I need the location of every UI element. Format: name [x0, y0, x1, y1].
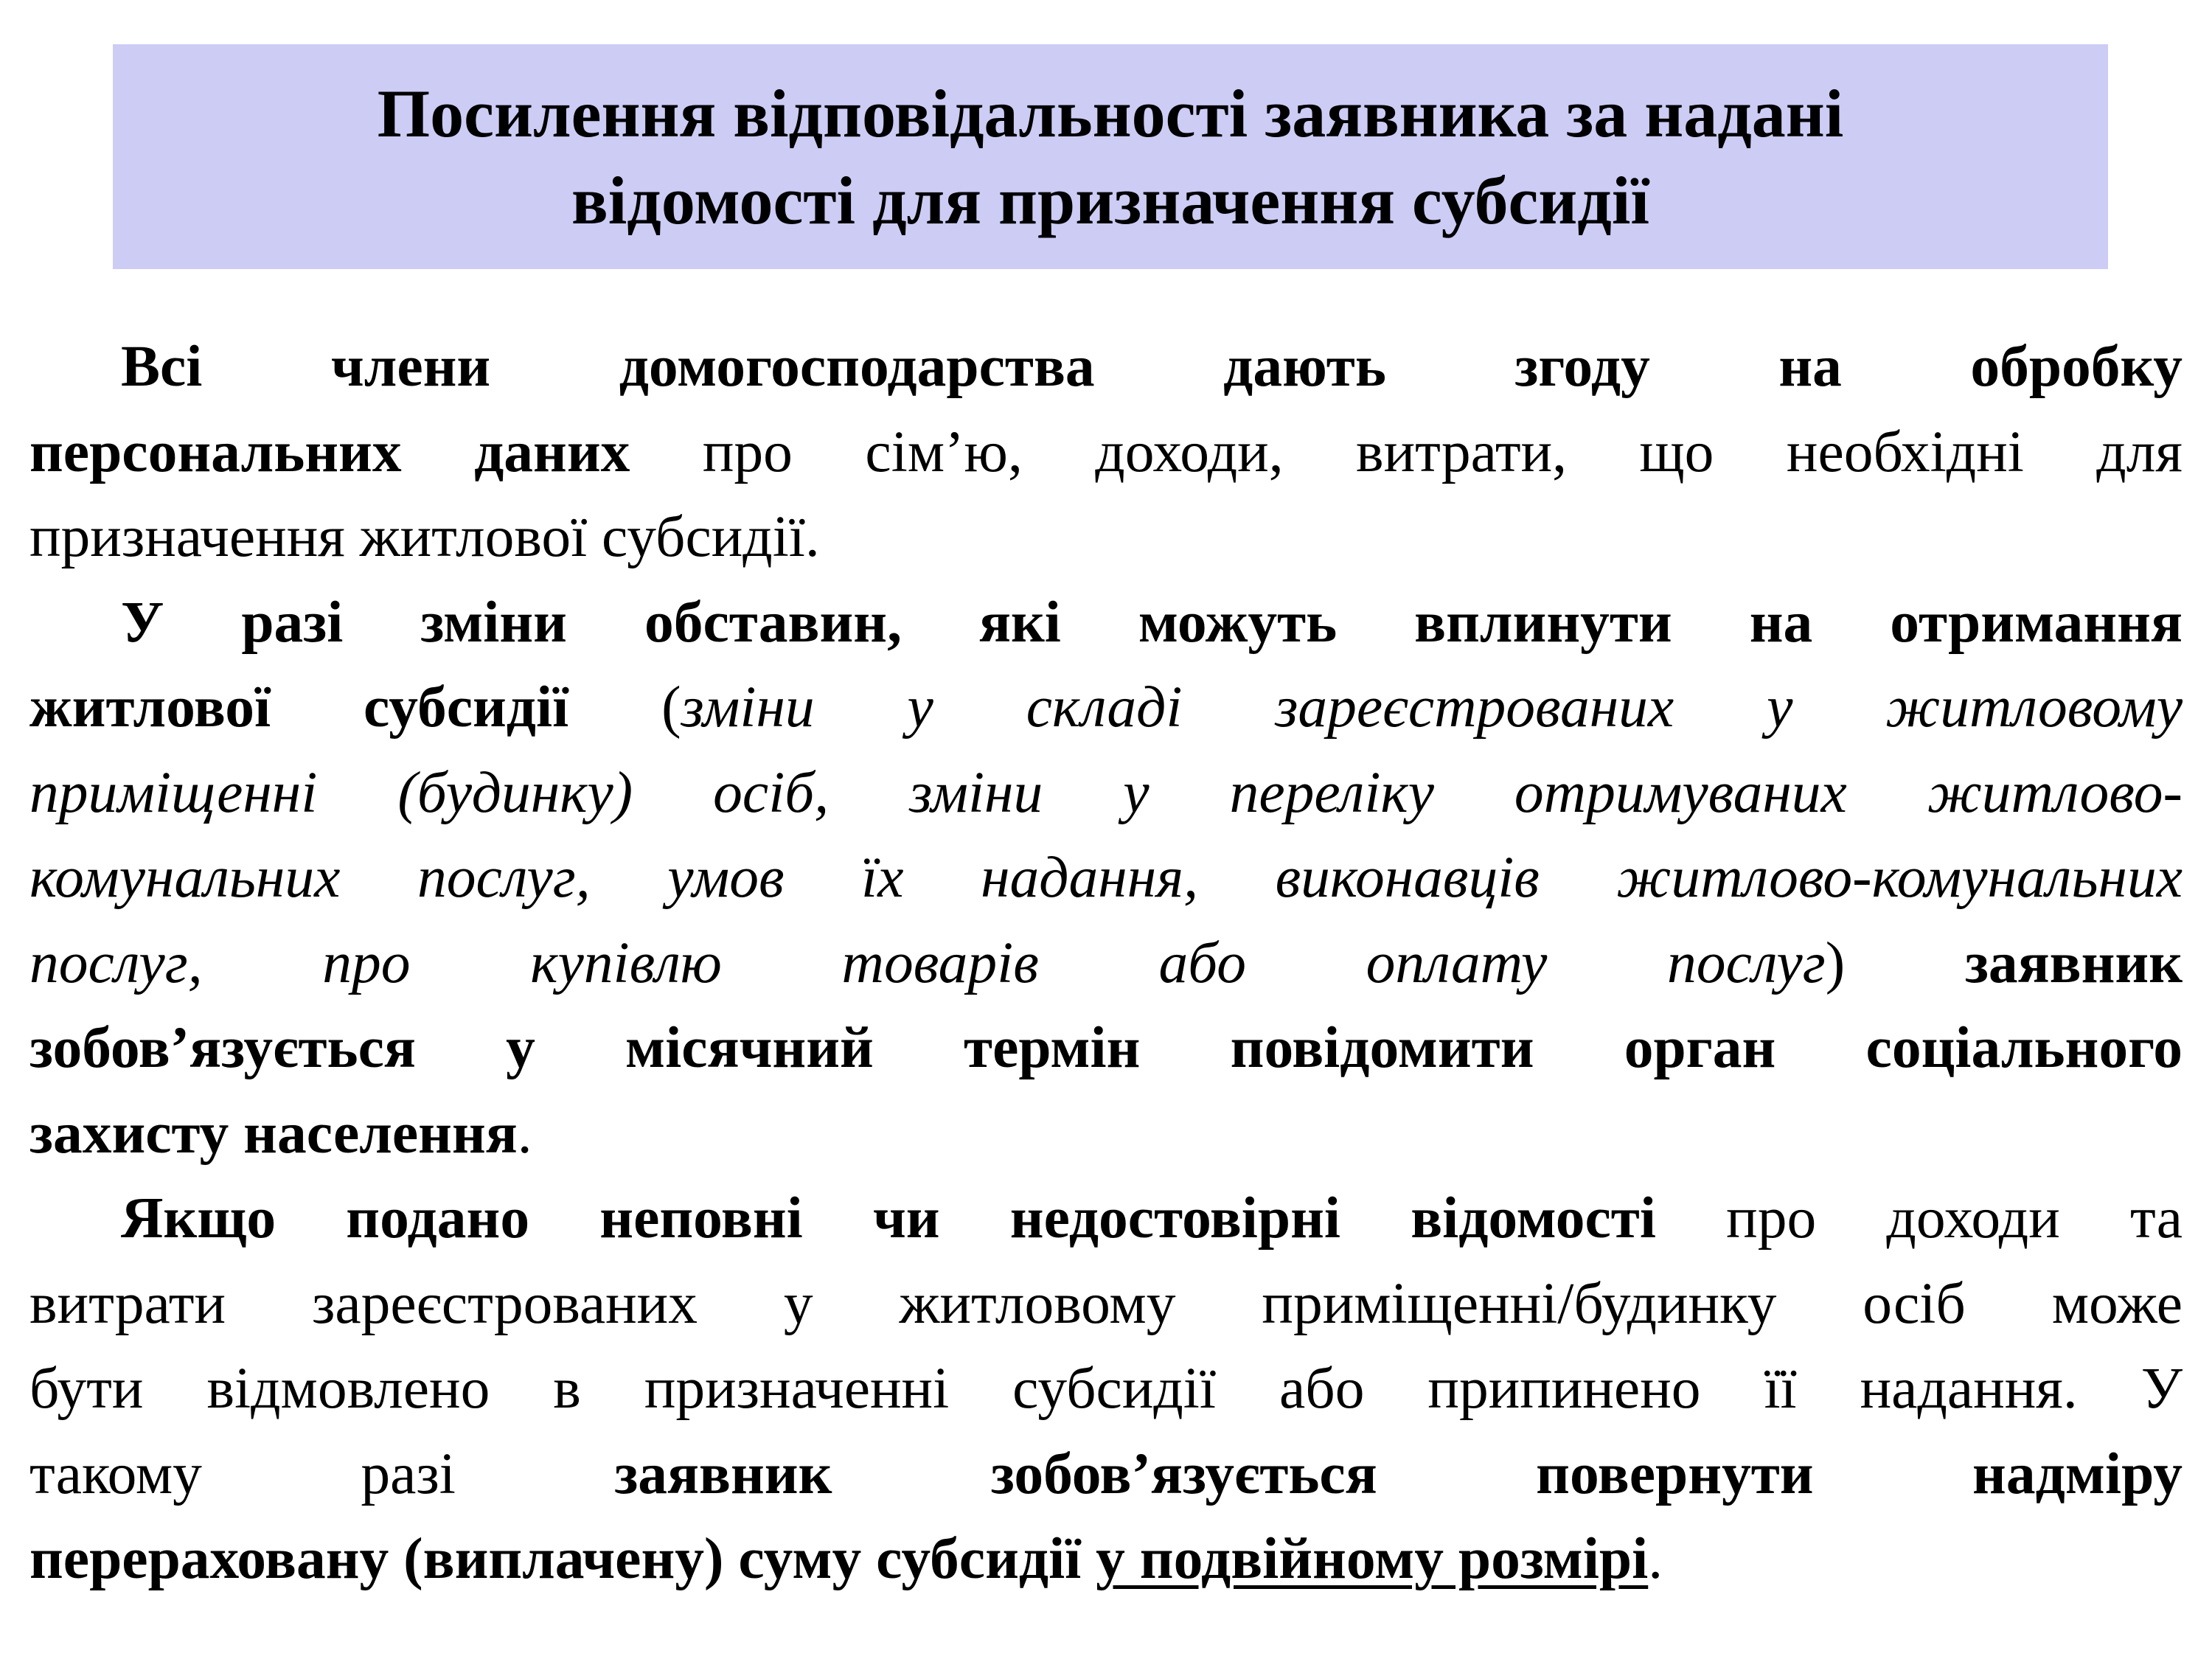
text-line — [29, 835, 2183, 921]
text-segment: ) — [1825, 930, 1965, 995]
title-line-1: Посилення відповідальності заявника за надані — [377, 75, 1844, 151]
text-line — [29, 751, 2183, 836]
text-line — [29, 1517, 2183, 1602]
text-line — [29, 1262, 2183, 1347]
text-segment: заявник — [1964, 930, 2183, 995]
paragraph-false-information — [29, 1176, 2183, 1602]
text-segment: послуг, про купівлю товарів або оплату послуг — [29, 930, 1826, 995]
text-line — [29, 324, 2183, 410]
text-segment: Всі члени домогосподарства дають згоду на обробку — [121, 334, 2183, 399]
text-line — [29, 1432, 2183, 1517]
text-segment: житлової субсидії — [29, 675, 569, 740]
text-segment: комунальних послуг, умов їх надання, виконавців житлово-комунальних — [29, 845, 2183, 910]
text-segment: призначення житлової субсидії. — [29, 504, 820, 569]
text-segment: бути відмовлено в призначенні субсидії або припинено її надання. У — [29, 1356, 2183, 1421]
paragraph-change-of-circumstances — [29, 580, 2183, 1177]
text-segment: . — [517, 1100, 532, 1166]
text-segment: такому разі — [29, 1441, 615, 1506]
text-segment: Якщо подано неповні чи недостовірні відомості — [121, 1186, 1656, 1251]
text-segment: витрати зареєстрованих у житловому приміщенні/будинку осіб може — [29, 1270, 2183, 1336]
text-line — [29, 1006, 2183, 1091]
text-segment: про сім’ю, доходи, витрати, що необхідні для — [630, 419, 2183, 484]
text-segment: перераховану (виплачену) суму субсидії — [29, 1526, 1096, 1591]
text-segment: ( — [568, 675, 681, 740]
text-segment: приміщенні (будинку) осіб, зміни у переліку отримуваних житлово- — [29, 759, 2183, 825]
text-segment: захисту населення — [29, 1100, 518, 1166]
text-line — [29, 1346, 2183, 1432]
double-amount-emphasis: у подвійному розмірі — [1096, 1526, 1649, 1591]
text-segment: персональних даних — [29, 419, 630, 484]
paragraph-consent — [29, 324, 2183, 580]
body-text — [29, 324, 2183, 1602]
title-line-2: відомості для призначення субсидії — [571, 162, 1649, 238]
text-line — [29, 410, 2183, 495]
text-segment: про доходи та — [1655, 1186, 2183, 1251]
text-line — [29, 921, 2183, 1006]
text-segment: У разі зміни обставин, які можуть вплинути на отримання — [121, 589, 2183, 655]
text-line — [29, 1176, 2183, 1262]
text-line — [29, 580, 2183, 666]
text-segment: зміни у складі зареєстрованих у житловому — [681, 675, 2183, 740]
text-line — [29, 665, 2183, 751]
text-segment: . — [1648, 1526, 1663, 1591]
text-segment: зобов’язується у місячний термін повідомити орган соціального — [29, 1015, 2183, 1080]
text-line — [29, 495, 2183, 580]
text-segment: заявник зобов’язується повернути надміру — [614, 1441, 2183, 1506]
text-line — [29, 1091, 2183, 1177]
title-banner — [113, 44, 2108, 269]
